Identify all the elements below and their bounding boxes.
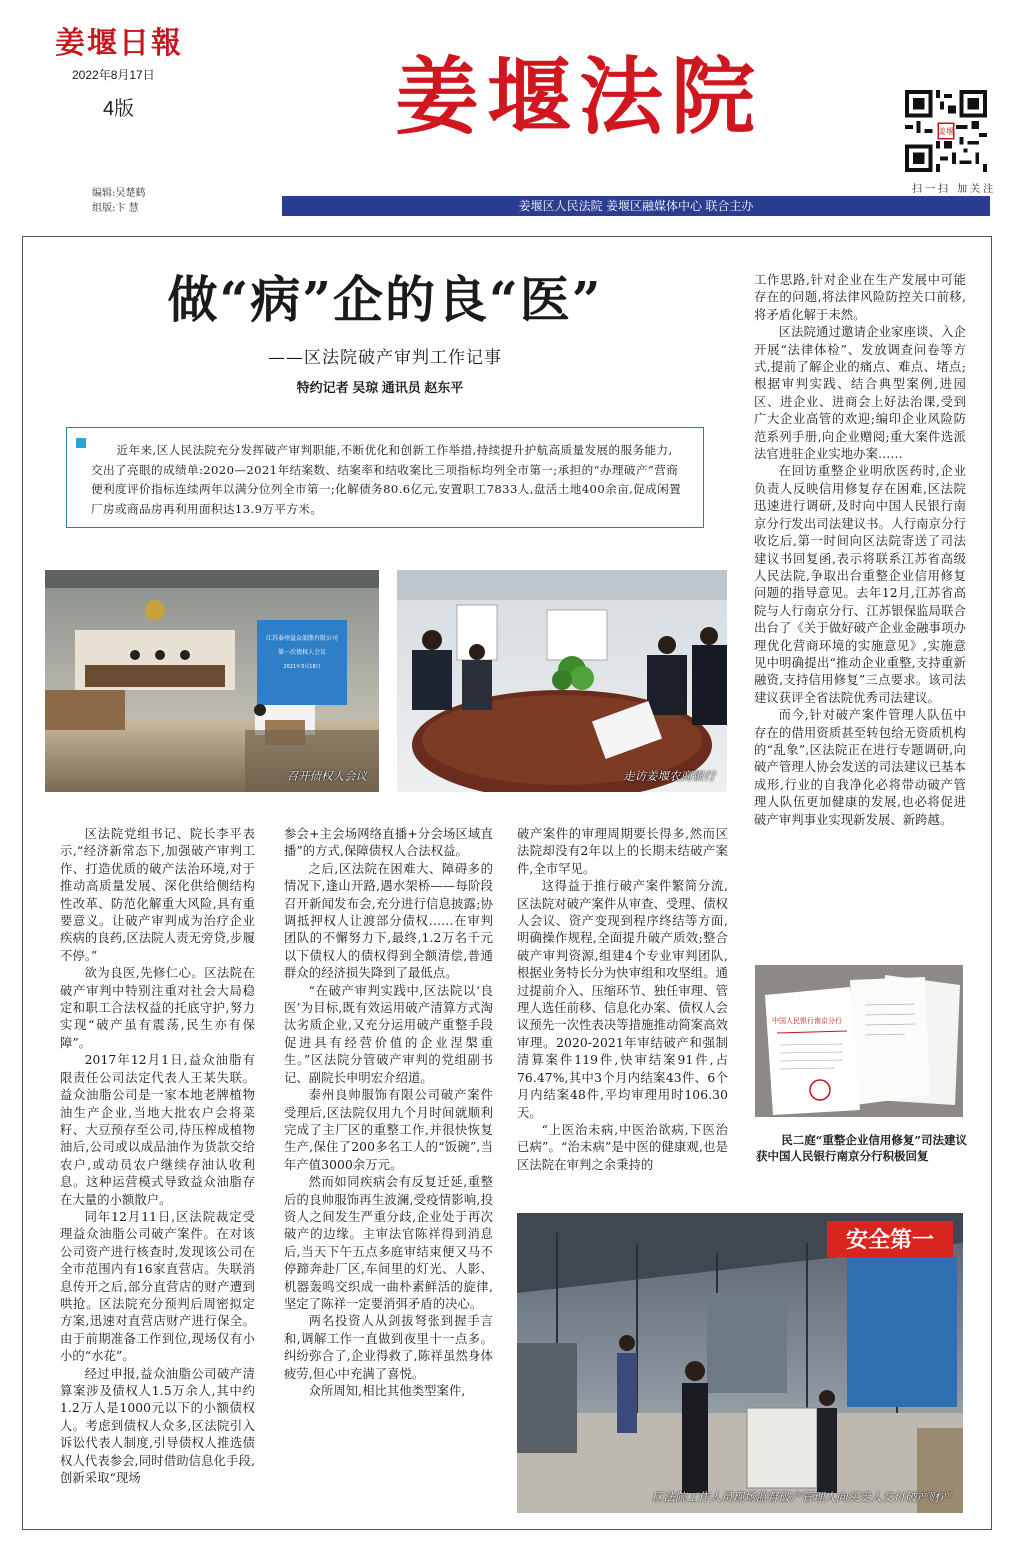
col4-para-1: 工作思路,针对企业在生产发展中可能存在的问题,将法律风险防控关口前移,将矛盾化解于未然。 bbox=[754, 273, 966, 322]
col4-para-4: 而今,针对破产案件管理人队伍中存在的借用资质甚至转包给无资质机构的“乱象”,区法院正在进行专题调研,向破产管理人协会发送的司法建议已基本成形,行业的自我净化必将带动破产管理人队伍更加健康的发展,也必将促进破产审判事业实现新发展、新跨越。 bbox=[754, 708, 966, 827]
headline: 做“病”企的良“医” bbox=[167, 270, 603, 329]
paper-logo: 姜堰日報 bbox=[55, 26, 183, 61]
factory-caption: 区法院工作人员现场监督破产管理人向买受人交付破产财产 bbox=[652, 1490, 951, 1504]
col3-para-2: 这得益于推行破产案件繁简分流,区法院对破产案件从审查、受理、债权人会议、资产变现到程序终结等方面,明确操作规程,全面提升破产质效;整合破产审判资源,组建4个专业审判团队,根据业务特长分为快审组和攻坚组。通过提前介入、压缩环节、独任审理、管理人选任前移、信息化办案、债权人会议预先一次性表决等措施推动简案高效审理。2020-2021年审结破产和强制清算案件119件,快审结案91件,占76.47%,其中3个月内结案43件、6个月内结案48件,平均审理用时106.30天。 bbox=[517, 879, 728, 1120]
article-column-4 bbox=[754, 272, 966, 829]
lead-text: 近年来,区人民法院充分发挥破产审判职能,不断优化和创新工作举措,持续提升护航高质量发展的服务能力,交出了亮眼的成绩单:2020—2021年结案数、结案率和结收案比三项指标均列全市第一;承担的“办理破产”营商便利度评价指标连续两年以满分位列全市第一;化解债务80.6亿元,安置职工7833人,盘活土地400余亩,促成闲置厂房或商品房再利用面积达13.9万平方米。 bbox=[91, 443, 682, 516]
col1-para-5: 经过申报,益众油脂公司破产清算案涉及债权人1.5万余人,其中约1.2万人是1000元以下的小额债权人。考虑到债权人众多,区法院引入诉讼代表人制度,引导债权人推选债权人代表参会,同时借助信息化手段,创新采取“现场 bbox=[60, 1366, 255, 1486]
article-column-1 bbox=[60, 826, 255, 1487]
col2-para-3: “在破产审判实践中,区法院以‘良医’为目标,既有效运用破产清算方式淘汰劣质企业,又充分运用破产重整手段促进具有经营价值的企业涅槃重生。”区法院分管破产审判的党组副书记、副院长申明宏介绍道。 bbox=[284, 983, 493, 1085]
col2-para-1: 参会+主会场网络直播+分会场区域直播”的方式,保障债权人合法权益。 bbox=[284, 827, 493, 859]
lead-box bbox=[66, 427, 704, 528]
qr-caption: 扫一扫 加关注 bbox=[912, 184, 997, 195]
col3-para-1: 破产案件的审理周期要长得多,然而区法院却没有2年以上的长期未结破产案件,全市罕见。 bbox=[517, 827, 728, 876]
col2-para-6: 两名投资人从剑拔弩张到握手言和,调解工作一直做到夜里十一点多。纠纷弥合了,企业得救了,陈祥虽然身体疲劳,但心中充满了喜悦。 bbox=[284, 1314, 493, 1381]
col1-para-4: 同年12月11日,区法院裁定受理益众油脂公司破产案件。在对该公司资产进行核查时,发现该公司在全市范围内有16家直营店。失联消息传开之后,部分直营店的财产遭到哄抢。区法院充分预判后周密拟定方案,迅速对直营店财产进行保全。由于前期准备工作到位,现场仅有小小的“水花”。 bbox=[60, 1209, 255, 1364]
article-column-3 bbox=[517, 826, 728, 1174]
article-column-2 bbox=[284, 826, 493, 1400]
document-photo bbox=[755, 965, 963, 1117]
screen-line-3: 2021年3月18日 bbox=[283, 664, 321, 670]
doc-letterhead: 中国人民银行南京分行 bbox=[772, 1017, 842, 1025]
col2-para-2: 之后,区法院在困难大、障碍多的情况下,逢山开路,遇水架桥——每阶段召开新闻发布会,充分进行信息披露;协调抵押权人让渡部分债权……在审判团队的不懈努力下,最终,1.2万名千元以下债权人的债权得到全额清偿,普通群众的经济损失降到了最低点。 bbox=[284, 861, 493, 981]
page-number: 4版 bbox=[103, 98, 135, 120]
col3-para-3: “上医治未病,中医治欲病,下医治已病”。“治未病”是中医的健康观,也是区法院在审判之余秉持的 bbox=[517, 1122, 728, 1172]
byline: 特约记者 吴琼 通讯员 赵东平 bbox=[296, 380, 464, 395]
col2-para-5: 然而如同疾病会有反复迁延,重整后的良帅服饰再生波澜,受疫情影响,投资人之间发生严重分歧,企业处于再次破产的边缘。主审法官陈祥得到消息后,当天下午五点多庭审结束便又马不停蹄奔赴厂区,车间里的灯光、人影、机器轰鸣交织成一曲朴素鲜活的旋律,坚定了陈祥一定要消弭矛盾的决心。 bbox=[284, 1175, 493, 1311]
square-bullet-icon bbox=[76, 438, 86, 448]
section-title: 姜堰法院 bbox=[395, 48, 764, 146]
document-caption: 民二庭“重整企业信用修复”司法建议获中国人民银行南京分行积极回复 bbox=[756, 1133, 968, 1163]
editor-credits bbox=[92, 186, 145, 216]
col2-para-7: 众所周知,相比其他类型案件, bbox=[308, 1384, 466, 1398]
col4-para-3: 在回访重整企业明欣医药时,企业负责人反映信用修复存在困难,区法院迅速进行调研,及时向中国人民银行南京分行发出司法建议书。人行南京分行收讫后,第一时间向区法院寄送了司法建议书回复函,表示将联系江苏省高级人民法院,争取出台重整企业信用修复问题的指导意见。去年12月,江苏省高院与人行南京分行、江苏银保监局联合出台了《关于做好破产企业金融事项办理优化营商环境的实施意见》,实施意见中明确提出“推动企业重整,支持重新融资,支持信用修复”三点要求。该司法建议获评全省法院优秀司法建议。 bbox=[754, 464, 966, 705]
col1-para-2: 欲为良医,先修仁心。区法院在破产审判中特别注重对社会大局稳定和职工合法权益的托底守护,努力实现“破产虽有震荡,民生亦有保障”。 bbox=[60, 966, 255, 1050]
subhead: ——区法院破产审判工作记事 bbox=[268, 348, 502, 368]
col1-para-3: 2017年12月1日,益众油脂有限责任公司法定代表人王某失联。益众油脂公司是一家本地老牌植物油生产企业,当地大批农户会将菜籽、大豆预存至公司,待压榨成植物油后,公司或以成品油作为货款交给农户,或动员农户继续存油认收利息。这种运营模式导致益众油脂存在大量的小额散户。 bbox=[60, 1053, 255, 1207]
editor-name: 编辑:吴楚鹤 bbox=[92, 188, 146, 199]
col2-para-4: 泰州良帅服饰有限公司破产案件受理后,区法院仅用九个月时间就顺利完成了主厂区的重整工作,并很快恢复生产,保住了200多名工人的“饭碗”,当年产值3000余万元。 bbox=[284, 1088, 493, 1172]
layout-name: 组版:卞 慧 bbox=[92, 203, 139, 214]
svg-text:姜堰: 姜堰 bbox=[938, 127, 954, 137]
issue-date: 2022年8月17日 bbox=[72, 68, 155, 82]
qr-code-icon bbox=[905, 90, 987, 172]
col1-para-1: 区法院党组书记、院长李平表示,“经济新常态下,加强破产审判工作、打造优质的破产法治环境,对于推动高质量发展、深化供给侧结构性改革、防范化解重大风险,具有重要意义。让破产审判成为治疗企业疾病的良药,区法院人责无旁贷,步履不停。” bbox=[60, 827, 255, 963]
screen-line-1: 江苏泰州益众油脂有限公司 bbox=[265, 635, 339, 642]
col4-para-2: 区法院通过邀请企业家座谈、入企开展“法律体检”、发放调查问卷等方式,提前了解企业的痛点、难点、堵点;根据审判实践、结合典型案例,进园区、进企业、进商会上好法治课,受到广大企业高管的欢迎;编印企业风险防范系列手册,向企业赠阅;重大案件选派法官进驻企业实地办案…… bbox=[754, 325, 966, 462]
factory-photo bbox=[517, 1213, 963, 1513]
sponsor-banner: 姜堰区人民法院 姜堰区融媒体中心 联合主办 bbox=[282, 196, 990, 216]
screen-line-2: 第一次债权人会议 bbox=[277, 649, 327, 656]
factory-sign: 安全第一 bbox=[845, 1228, 935, 1253]
bank-visit-caption: 走访姜堰农商银行 bbox=[623, 769, 715, 783]
bank-visit-photo bbox=[397, 570, 727, 792]
courtroom-photo bbox=[45, 570, 379, 792]
courtroom-caption: 召开债权人会议 bbox=[286, 769, 367, 783]
